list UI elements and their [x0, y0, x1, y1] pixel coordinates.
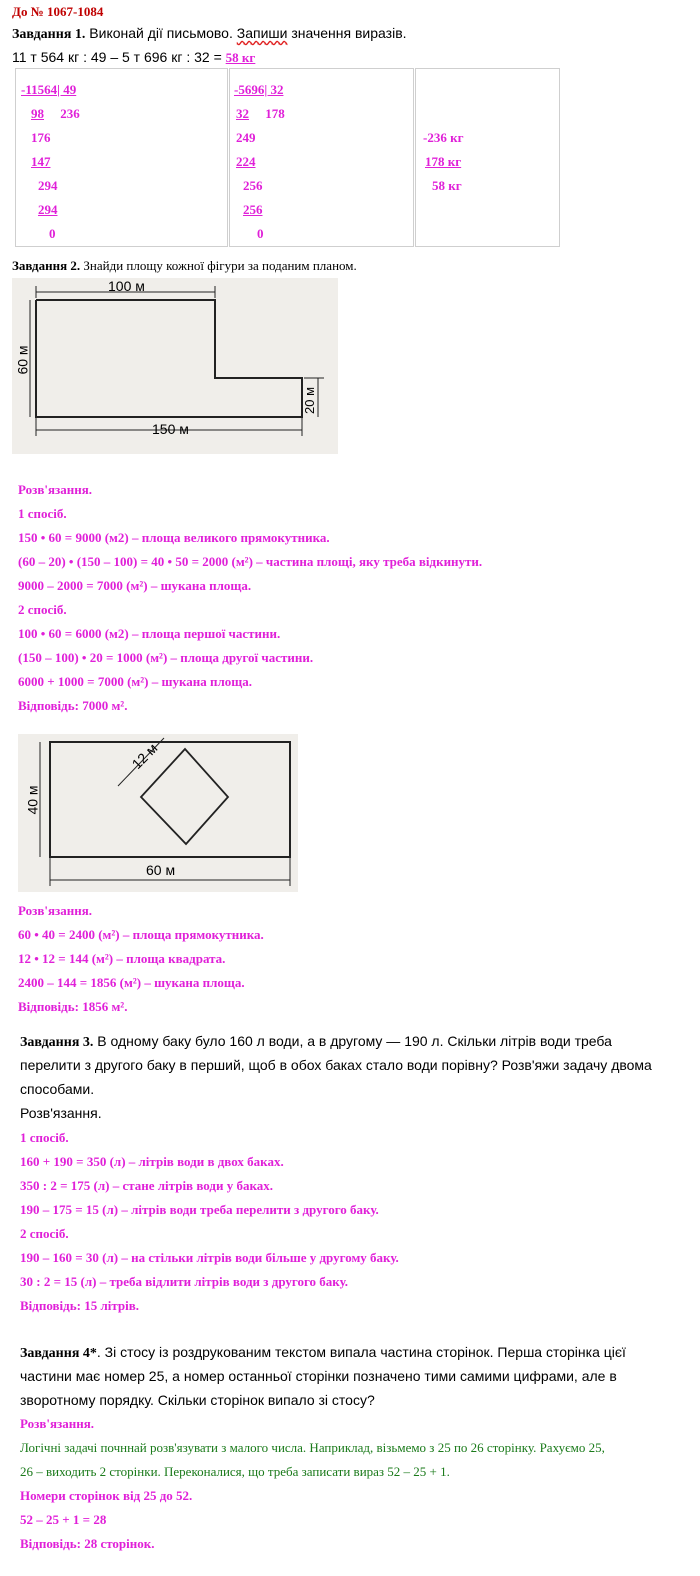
sub-line: -236 кг [423, 130, 464, 145]
task1-text-spellcheck: Запиши [236, 25, 288, 41]
sol1-line: 1 спосіб. [18, 506, 67, 521]
task2-text: Знайди площу кожної фігури за поданим планом. [83, 258, 357, 273]
sol1-line: 2 спосіб. [18, 602, 67, 617]
task4-statement-line: зворотному порядку. Скільки сторінок випало зі стосу? [20, 1392, 375, 1408]
div1-line: 147 [31, 154, 51, 169]
div2-line: 0 [257, 226, 264, 241]
task3-line: 2 спосіб. [20, 1226, 69, 1241]
div2-line: -5696| 32 [234, 82, 284, 97]
sol2-line: Розв'язання. [18, 903, 92, 918]
page-title: До № 1067-1084 [12, 4, 104, 19]
fig1-right-label: 20 м [302, 386, 318, 415]
task3-line: 1 спосіб. [20, 1130, 69, 1145]
task3-line: 190 – 175 = 15 (л) – літрів води треба перелити з другого баку. [20, 1202, 379, 1217]
task3-solution-label: Розв'язання. [20, 1105, 102, 1121]
task2-label: Завдання 2. [12, 258, 81, 273]
sol1-line: (60 – 20) • (150 – 100) = 40 • 50 = 2000 (м²) – частина площі, яку треба відкинути. [18, 554, 483, 569]
sol1-line: 150 • 60 = 9000 (м2) – площа великого прямокутника. [18, 530, 330, 545]
sol2-answer: Відповідь: 1856 м². [18, 999, 128, 1014]
task4-line: Номери сторінок від 25 до 52. [20, 1488, 193, 1503]
task4-statement-line: частини має номер 25, а номер останньої сторінки позначено тими самими цифрами, але в [20, 1368, 617, 1384]
plan-figure-1 [12, 278, 338, 454]
plan-figure-2 [18, 734, 298, 892]
sol2-line: 12 • 12 = 144 (м²) – площа квадрата. [18, 951, 226, 966]
sub-line: 58 кг [432, 178, 462, 193]
fig2-bottom-label: 60 м [146, 862, 176, 878]
task4-answer: Відповідь: 28 сторінок. [20, 1536, 155, 1551]
sol1-line: Розв'язання. [18, 482, 92, 497]
div2-line: 249 [236, 130, 256, 145]
div1-line: 98 236 [31, 106, 80, 121]
sol1-line: 6000 + 1000 = 7000 (м²) – шукана площа. [18, 674, 252, 689]
sol1-answer: Відповідь: 7000 м². [18, 698, 128, 713]
sol1-line: 100 • 60 = 6000 (м2) – площа першої частини. [18, 626, 281, 641]
task1-label: Завдання 1. [12, 27, 86, 42]
sol2-line: 2400 – 144 = 1856 (м²) – шукана площа. [18, 975, 245, 990]
div1-line: 176 [31, 130, 51, 145]
task3-line: 190 – 160 = 30 (л) – на стільки літрів води більше у другому баку. [20, 1250, 399, 1265]
task3-label: Завдання 3. [20, 1035, 94, 1050]
sol1-line: (150 – 100) • 20 = 1000 (м²) – площа другої частини. [18, 650, 314, 665]
div2-line: 224 [236, 154, 256, 169]
task4-solution-label: Розв'язання. [20, 1416, 94, 1431]
task1-statement [12, 25, 407, 43]
div1-line: 294 [38, 202, 58, 217]
fig1-left-label: 60 м [14, 345, 31, 375]
task1-expression-line [12, 49, 255, 66]
fig2-square-label: 12 м [128, 740, 161, 772]
task1-result: 58 кг [225, 50, 256, 65]
task3-text: В одному баку було 160 л води, а в другому — 190 л. Скільки літрів води треба [97, 1033, 612, 1049]
task4-statement-line [20, 1344, 626, 1362]
div2-line: 256 [243, 178, 263, 193]
task3-line: 350 : 2 = 175 (л) – стане літрів води у баках. [20, 1178, 273, 1193]
fig2-left-label: 40 м [24, 785, 41, 815]
task2-statement [12, 258, 357, 274]
task1-text-end: значення виразів. [291, 25, 407, 41]
div1-line: -11564| 49 [21, 82, 77, 97]
task3-statement-line [20, 1033, 612, 1051]
task4-line: 52 – 25 + 1 = 28 [20, 1512, 107, 1527]
task1-text: Виконай дії письмово. [89, 25, 233, 41]
fig1-top-label: 100 м [108, 278, 145, 294]
task1-expression: 11 т 564 кг : 49 – 5 т 696 кг : 32 = [12, 49, 222, 65]
div2-line: 256 [243, 202, 263, 217]
fig1-bottom-label: 150 м [152, 421, 189, 437]
sol1-line: 9000 – 2000 = 7000 (м²) – шукана площа. [18, 578, 252, 593]
task4-text: . Зі стосу із роздрукованим текстом випала частина сторінок. Перша сторінка цієї [96, 1344, 626, 1360]
task3-line: 30 : 2 = 15 (л) – треба відлити літрів води з другого баку. [20, 1274, 349, 1289]
task3-statement-line: перелити з другого баку в перший, щоб в обох баках стало води порівну? Розв'яжи задачу двома [20, 1057, 652, 1073]
task4-hint-line: Логічні задачі почннай розв'язувати з малого числа. Наприклад, візьмемо з 25 по 26 сторінку. Рахуємо 25, [20, 1440, 605, 1455]
div1-line: 0 [49, 226, 56, 241]
sol2-line: 60 • 40 = 2400 (м²) – площа прямокутника. [18, 927, 264, 942]
task3-line: 160 + 190 = 350 (л) – літрів води в двох баках. [20, 1154, 284, 1169]
task4-hint-line: 26 – виходить 2 сторінки. Переконалися, що треба записати вираз 52 – 25 + 1. [20, 1464, 450, 1479]
div2-line: 32 178 [236, 106, 285, 121]
sub-line: 178 кг [425, 154, 462, 169]
task3-answer: Відповідь: 15 літрів. [20, 1298, 139, 1313]
task3-statement-line: способами. [20, 1081, 95, 1097]
task4-label: Завдання 4* [20, 1346, 97, 1361]
div1-line: 294 [38, 178, 58, 193]
